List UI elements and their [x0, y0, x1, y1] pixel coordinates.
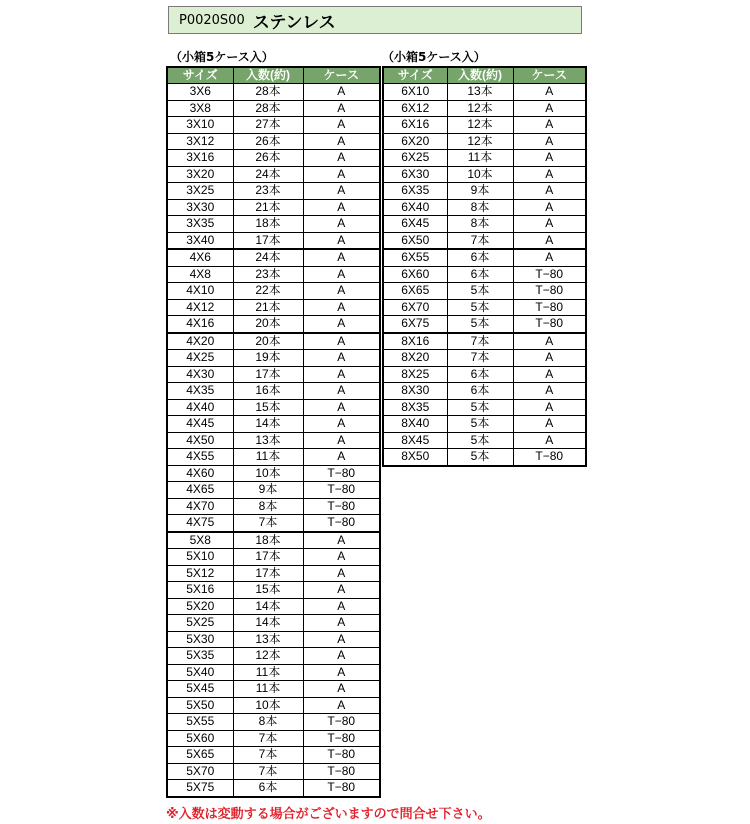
cell-quantity: 12本 — [447, 133, 513, 150]
cell-quantity: 6本 — [447, 366, 513, 383]
cell-quantity: 28本 — [233, 100, 303, 117]
table-row — [383, 416, 586, 433]
cell-case: A — [303, 697, 380, 714]
cell-quantity: 7本 — [233, 515, 303, 532]
cell-size: 3X25 — [167, 183, 233, 200]
cell-case: A — [513, 100, 586, 117]
cell-quantity: 5本 — [447, 399, 513, 416]
cell-quantity: 10本 — [447, 166, 513, 183]
table-row — [383, 333, 586, 350]
cell-size: 6X25 — [383, 150, 447, 167]
cell-quantity: 12本 — [233, 648, 303, 665]
cell-size: 6X45 — [383, 216, 447, 233]
table-row — [167, 532, 380, 549]
table-row — [383, 133, 586, 150]
cell-case: T−80 — [303, 465, 380, 482]
table-row — [167, 133, 380, 150]
cell-size: 6X10 — [383, 84, 447, 101]
cell-size: 8X16 — [383, 333, 447, 350]
table-row — [383, 383, 586, 400]
cell-quantity: 13本 — [233, 432, 303, 449]
cell-quantity: 7本 — [447, 232, 513, 249]
cell-size: 4X30 — [167, 366, 233, 383]
cell-case: A — [303, 598, 380, 615]
table-row — [167, 316, 380, 333]
cell-size: 4X10 — [167, 283, 233, 300]
cell-quantity: 18本 — [233, 532, 303, 549]
table-row — [383, 449, 586, 466]
table-row — [167, 432, 380, 449]
table-row — [167, 664, 380, 681]
cell-size: 6X40 — [383, 199, 447, 216]
cell-quantity: 19本 — [233, 350, 303, 367]
cell-case: A — [303, 133, 380, 150]
cell-size: 3X40 — [167, 232, 233, 249]
cell-case: A — [303, 532, 380, 549]
cell-case: A — [303, 183, 380, 200]
cell-quantity: 28本 — [233, 84, 303, 101]
cell-size: 4X70 — [167, 498, 233, 515]
cell-case: A — [303, 664, 380, 681]
cell-quantity: 23本 — [233, 266, 303, 283]
table-row — [383, 249, 586, 266]
cell-case: A — [303, 249, 380, 266]
title-bar — [168, 6, 582, 34]
cell-case: T−80 — [513, 316, 586, 333]
cell-case: A — [303, 432, 380, 449]
cell-size: 6X65 — [383, 283, 447, 300]
cell-size: 5X20 — [167, 598, 233, 615]
table-row — [167, 730, 380, 747]
cell-size: 5X60 — [167, 730, 233, 747]
cell-quantity: 24本 — [233, 166, 303, 183]
table-row — [167, 598, 380, 615]
cell-size: 6X75 — [383, 316, 447, 333]
cell-case: A — [303, 565, 380, 582]
table-row — [383, 432, 586, 449]
cell-case: A — [303, 350, 380, 367]
cell-quantity: 16本 — [233, 383, 303, 400]
cell-size: 4X20 — [167, 333, 233, 350]
table-row — [167, 266, 380, 283]
cell-size: 4X8 — [167, 266, 233, 283]
table-row — [167, 283, 380, 300]
cell-quantity: 6本 — [447, 249, 513, 266]
cell-case: A — [303, 416, 380, 433]
header-case: ケース — [303, 67, 380, 84]
table-row — [383, 166, 586, 183]
cell-quantity: 7本 — [447, 333, 513, 350]
cell-case: A — [303, 166, 380, 183]
cell-size: 5X16 — [167, 582, 233, 599]
product-code: P0020S00 — [179, 12, 245, 28]
cell-quantity: 7本 — [447, 350, 513, 367]
table-row — [383, 299, 586, 316]
cell-size: 5X30 — [167, 631, 233, 648]
cell-case: T−80 — [303, 482, 380, 499]
cell-size: 8X20 — [383, 350, 447, 367]
cell-size: 5X12 — [167, 565, 233, 582]
cell-quantity: 13本 — [447, 84, 513, 101]
cell-quantity: 5本 — [447, 416, 513, 433]
cell-case: A — [513, 150, 586, 167]
cell-size: 3X35 — [167, 216, 233, 233]
cell-case: T−80 — [303, 714, 380, 731]
cell-case: A — [513, 232, 586, 249]
cell-case: A — [303, 84, 380, 101]
cell-quantity: 6本 — [447, 266, 513, 283]
cell-case: A — [513, 117, 586, 134]
cell-case: T−80 — [303, 498, 380, 515]
cell-size: 6X60 — [383, 266, 447, 283]
cell-quantity: 14本 — [233, 598, 303, 615]
cell-quantity: 8本 — [233, 714, 303, 731]
cell-quantity: 12本 — [447, 117, 513, 134]
header-size: サイズ — [167, 67, 233, 84]
cell-case: T−80 — [513, 266, 586, 283]
cell-case: A — [303, 631, 380, 648]
cell-case: A — [513, 249, 586, 266]
table-row — [167, 199, 380, 216]
cell-size: 4X25 — [167, 350, 233, 367]
cell-size: 8X50 — [383, 449, 447, 466]
cell-case: A — [303, 681, 380, 698]
table-row — [167, 350, 380, 367]
cell-quantity: 10本 — [233, 465, 303, 482]
table-row — [167, 615, 380, 632]
left-spec-table — [166, 66, 381, 798]
cell-case: A — [303, 333, 380, 350]
table-row — [167, 465, 380, 482]
cell-case: A — [513, 183, 586, 200]
header-quantity: 入数(約) — [447, 67, 513, 84]
cell-size: 4X50 — [167, 432, 233, 449]
cell-size: 3X6 — [167, 84, 233, 101]
table-row — [167, 498, 380, 515]
cell-case: A — [303, 150, 380, 167]
table-row — [167, 482, 380, 499]
cell-size: 6X30 — [383, 166, 447, 183]
cell-size: 4X40 — [167, 399, 233, 416]
cell-case: A — [303, 117, 380, 134]
table-header-row — [167, 67, 380, 84]
table-row — [167, 249, 380, 266]
cell-quantity: 21本 — [233, 199, 303, 216]
cell-size: 3X20 — [167, 166, 233, 183]
cell-size: 8X25 — [383, 366, 447, 383]
cell-case: T−80 — [513, 299, 586, 316]
cell-quantity: 6本 — [233, 780, 303, 797]
table-row — [167, 399, 380, 416]
table-row — [383, 283, 586, 300]
table-row — [383, 117, 586, 134]
right-spec-table — [382, 66, 587, 467]
cell-size: 6X55 — [383, 249, 447, 266]
table-row — [167, 631, 380, 648]
cell-case: T−80 — [513, 283, 586, 300]
cell-size: 4X65 — [167, 482, 233, 499]
cell-size: 4X55 — [167, 449, 233, 466]
cell-quantity: 11本 — [447, 150, 513, 167]
cell-quantity: 11本 — [233, 664, 303, 681]
cell-quantity: 17本 — [233, 366, 303, 383]
cell-quantity: 17本 — [233, 232, 303, 249]
table-row — [383, 183, 586, 200]
cell-size: 6X16 — [383, 117, 447, 134]
header-case: ケース — [513, 67, 586, 84]
cell-size: 3X10 — [167, 117, 233, 134]
cell-case: A — [513, 133, 586, 150]
cell-quantity: 8本 — [233, 498, 303, 515]
cell-case: A — [513, 333, 586, 350]
table-row — [167, 515, 380, 532]
table-row — [383, 84, 586, 101]
cell-size: 8X30 — [383, 383, 447, 400]
table-row — [167, 216, 380, 233]
cell-quantity: 17本 — [233, 565, 303, 582]
cell-quantity: 11本 — [233, 449, 303, 466]
cell-case: A — [303, 316, 380, 333]
cell-size: 6X35 — [383, 183, 447, 200]
cell-quantity: 14本 — [233, 615, 303, 632]
cell-size: 4X16 — [167, 316, 233, 333]
cell-case: A — [303, 582, 380, 599]
cell-quantity: 20本 — [233, 333, 303, 350]
cell-size: 8X40 — [383, 416, 447, 433]
cell-case: A — [303, 615, 380, 632]
cell-quantity: 9本 — [447, 183, 513, 200]
table-row — [383, 150, 586, 167]
cell-size: 8X35 — [383, 399, 447, 416]
cell-case: A — [303, 216, 380, 233]
cell-quantity: 10本 — [233, 697, 303, 714]
cell-quantity: 8本 — [447, 199, 513, 216]
cell-case: A — [303, 283, 380, 300]
cell-quantity: 7本 — [233, 763, 303, 780]
table-row — [383, 366, 586, 383]
table-row — [383, 232, 586, 249]
cell-quantity: 8本 — [447, 216, 513, 233]
cell-quantity: 6本 — [447, 383, 513, 400]
cell-size: 5X50 — [167, 697, 233, 714]
cell-case: A — [303, 648, 380, 665]
left-table-caption: （小箱5ケース入） — [170, 50, 274, 64]
table-row — [383, 100, 586, 117]
table-row — [383, 316, 586, 333]
table-row — [167, 299, 380, 316]
cell-case: A — [303, 199, 380, 216]
cell-case: A — [513, 216, 586, 233]
cell-size: 6X20 — [383, 133, 447, 150]
cell-case: T−80 — [303, 763, 380, 780]
cell-size: 6X70 — [383, 299, 447, 316]
table-row — [167, 449, 380, 466]
cell-case: A — [303, 399, 380, 416]
cell-size: 6X12 — [383, 100, 447, 117]
cell-case: T−80 — [303, 780, 380, 797]
cell-size: 5X75 — [167, 780, 233, 797]
cell-case: A — [513, 383, 586, 400]
table-row — [167, 166, 380, 183]
cell-quantity: 7本 — [233, 730, 303, 747]
cell-quantity: 20本 — [233, 316, 303, 333]
cell-case: A — [513, 416, 586, 433]
cell-size: 3X8 — [167, 100, 233, 117]
cell-case: A — [303, 366, 380, 383]
cell-case: A — [513, 199, 586, 216]
header-size: サイズ — [383, 67, 447, 84]
cell-quantity: 15本 — [233, 399, 303, 416]
table-row — [167, 681, 380, 698]
cell-size: 5X65 — [167, 747, 233, 764]
table-row — [167, 780, 380, 797]
cell-case: T−80 — [303, 747, 380, 764]
cell-case: A — [303, 266, 380, 283]
cell-case: A — [303, 383, 380, 400]
table-row — [383, 350, 586, 367]
cell-size: 5X40 — [167, 664, 233, 681]
cell-quantity: 26本 — [233, 150, 303, 167]
cell-size: 3X16 — [167, 150, 233, 167]
table-row — [383, 216, 586, 233]
cell-size: 3X30 — [167, 199, 233, 216]
cell-case: A — [303, 449, 380, 466]
table-row — [167, 714, 380, 731]
cell-size: 5X70 — [167, 763, 233, 780]
table-row — [167, 697, 380, 714]
cell-quantity: 9本 — [233, 482, 303, 499]
cell-quantity: 5本 — [447, 316, 513, 333]
cell-size: 4X45 — [167, 416, 233, 433]
cell-quantity: 11本 — [233, 681, 303, 698]
cell-case: A — [513, 350, 586, 367]
table-row — [167, 232, 380, 249]
cell-size: 4X35 — [167, 383, 233, 400]
cell-quantity: 26本 — [233, 133, 303, 150]
table-row — [167, 100, 380, 117]
cell-case: A — [303, 549, 380, 566]
cell-quantity: 21本 — [233, 299, 303, 316]
cell-case: T−80 — [513, 449, 586, 466]
table-row — [167, 648, 380, 665]
cell-quantity: 18本 — [233, 216, 303, 233]
cell-case: A — [513, 166, 586, 183]
cell-case: A — [513, 84, 586, 101]
cell-quantity: 22本 — [233, 283, 303, 300]
cell-size: 4X75 — [167, 515, 233, 532]
cell-quantity: 23本 — [233, 183, 303, 200]
header-quantity: 入数(約) — [233, 67, 303, 84]
cell-size: 6X50 — [383, 232, 447, 249]
table-row — [383, 199, 586, 216]
cell-case: A — [513, 366, 586, 383]
cell-size: 3X12 — [167, 133, 233, 150]
cell-case: T−80 — [303, 730, 380, 747]
right-table-caption: （小箱5ケース入） — [382, 50, 486, 64]
cell-quantity: 17本 — [233, 549, 303, 566]
cell-case: A — [513, 432, 586, 449]
cell-quantity: 27本 — [233, 117, 303, 134]
table-header-row — [383, 67, 586, 84]
table-row — [167, 366, 380, 383]
cell-quantity: 13本 — [233, 631, 303, 648]
cell-size: 5X8 — [167, 532, 233, 549]
cell-case: A — [513, 399, 586, 416]
cell-quantity: 14本 — [233, 416, 303, 433]
cell-quantity: 24本 — [233, 249, 303, 266]
cell-size: 5X35 — [167, 648, 233, 665]
cell-size: 5X55 — [167, 714, 233, 731]
cell-quantity: 7本 — [233, 747, 303, 764]
cell-case: A — [303, 299, 380, 316]
table-row — [383, 399, 586, 416]
table-row — [167, 117, 380, 134]
cell-size: 4X12 — [167, 299, 233, 316]
cell-quantity: 12本 — [447, 100, 513, 117]
table-row — [167, 763, 380, 780]
cell-size: 4X60 — [167, 465, 233, 482]
table-row — [167, 549, 380, 566]
cell-quantity: 15本 — [233, 582, 303, 599]
table-row — [167, 150, 380, 167]
cell-quantity: 5本 — [447, 283, 513, 300]
table-row — [167, 333, 380, 350]
table-row — [167, 383, 380, 400]
quantity-notice: ※入数は変動する場合がございますので問合せ下さい。 — [166, 807, 491, 822]
cell-size: 5X45 — [167, 681, 233, 698]
cell-quantity: 5本 — [447, 299, 513, 316]
cell-quantity: 5本 — [447, 449, 513, 466]
table-row — [383, 266, 586, 283]
table-row — [167, 84, 380, 101]
cell-quantity: 5本 — [447, 432, 513, 449]
cell-size: 5X25 — [167, 615, 233, 632]
table-row — [167, 183, 380, 200]
table-row — [167, 416, 380, 433]
cell-case: A — [303, 100, 380, 117]
table-row — [167, 565, 380, 582]
cell-case: A — [303, 232, 380, 249]
cell-size: 5X10 — [167, 549, 233, 566]
product-title: ステンレス — [252, 12, 336, 33]
cell-case: T−80 — [303, 515, 380, 532]
table-row — [167, 582, 380, 599]
table-row — [167, 747, 380, 764]
cell-size: 8X45 — [383, 432, 447, 449]
cell-size: 4X6 — [167, 249, 233, 266]
